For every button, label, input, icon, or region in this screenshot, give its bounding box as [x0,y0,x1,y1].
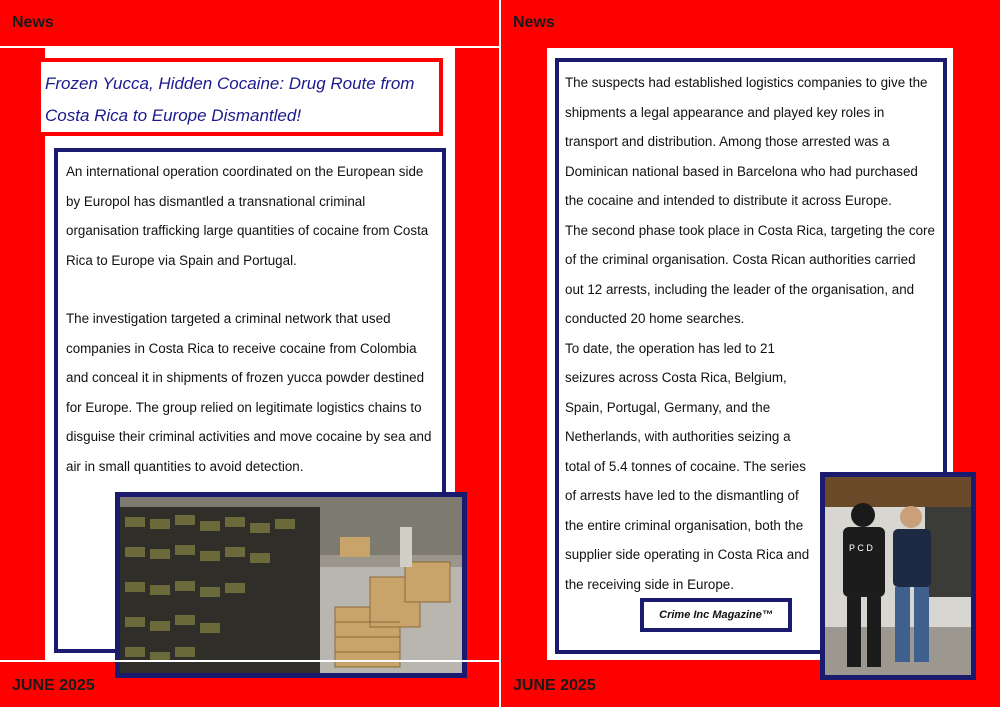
seized-cargo-photo [115,492,467,678]
issue-date: JUNE 2025 [12,677,95,694]
headline-box [37,58,443,136]
paragraph-1: An international operation coordinated on the European side by Europol has dismantled a transnational criminal organisation trafficking large quantities of cocaine from Costa Rica to Europe via Spain and Portugal. [66,164,429,268]
magazine-brand: Crime Inc Magazine™ [640,598,792,632]
vest-text: P C D [849,543,873,553]
arrest-image [825,477,971,675]
headline: Frozen Yucca, Hidden Cocaine: Drug Route from Costa Rica to Europe Dismantled! [45,74,415,125]
paragraph-1: The suspects had established logistics companies to give the shipments a legal appearance and played key roles in transport and distribution. Among those arrested was a Dominican national based in Barcelona who had purchased the cocaine and intended to distribute it across Europe. [565,75,928,208]
paragraph-2: The investigation targeted a criminal network that used companies in Costa Rica to receive cocaine from Colombia and conceal it in shipments of frozen yucca powder destined for Europe. The group relied on legitimate logistics chains to disguise their criminal activities and move cocaine by sea and air in small quantities to avoid detection. [66,311,432,474]
left-page [0,0,499,707]
issue-date: JUNE 2025 [513,677,596,694]
paragraph-3: To date, the operation has led to 21 seizures across Costa Rica, Belgium, Spain, Portugal, Germany, and the Netherlands, with authorities seizing a total of 5.4 tonnes of cocaine. The series of arrests have led to the dismantling of the entire criminal organisation, both the supplier side operating in Costa Rica and the receiving side in Europe. [565,340,810,592]
warehouse-image [120,497,462,673]
section-label: News [12,14,54,31]
section-label: News [513,14,555,31]
arrest-photo [820,472,976,680]
paragraph-2: The second phase took place in Costa Rica, targeting the core of the criminal organisation. Costa Rican authorities carried out 12 arrests, including the leader of the organisation, and conducted 20 home searches. [565,222,935,326]
